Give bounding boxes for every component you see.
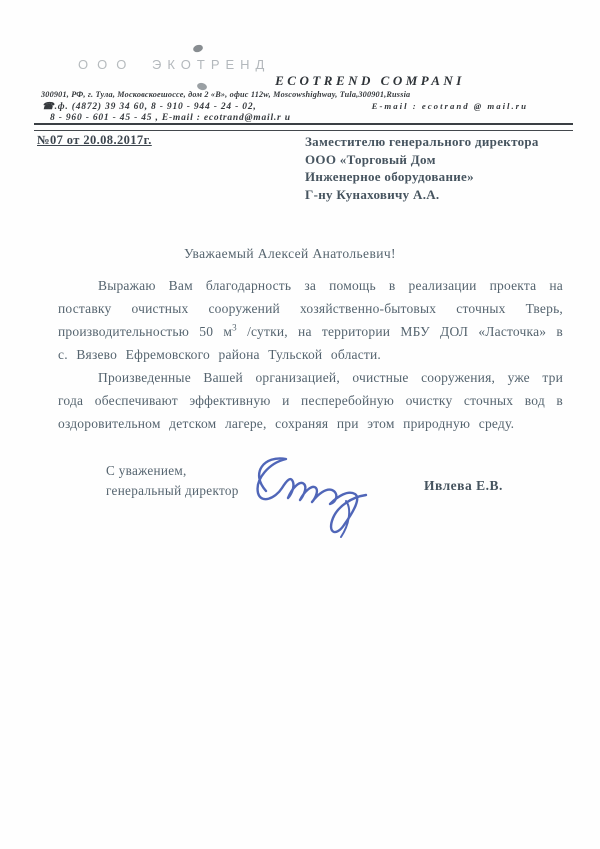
closing-regards: С уважением, bbox=[106, 463, 187, 478]
recipient-line: Заместителю генерального директора bbox=[305, 134, 539, 149]
logo-company-name: ЭКОТРЕНД bbox=[152, 57, 271, 72]
phone-email-line: 8 - 960 - 601 - 45 - 45 , E-mail : ecotrand@mail.r u bbox=[50, 113, 291, 123]
company-address: 300901, РФ, г. Тула, Московскоешоссе, дом 2 «В», офис 112w, Moscowshighway, Tula,300901,Russia bbox=[41, 90, 411, 99]
logo-leaf-icon bbox=[192, 44, 204, 54]
handwritten-signature bbox=[242, 447, 402, 547]
letterhead-divider bbox=[34, 123, 573, 131]
signer-name: Ивлева Е.В. bbox=[424, 478, 503, 493]
recipient-block bbox=[305, 133, 580, 203]
paragraph-1-text: /сутки, на территории МБУ ДОЛ «Ласточка» в с. Вязево Ефремовского района Тульской области. bbox=[58, 324, 564, 362]
paragraph-1 bbox=[58, 274, 563, 366]
reference-number-date: №07 от 20.08.2017г. bbox=[37, 133, 152, 147]
closing-title: генеральный директор bbox=[106, 482, 239, 498]
salutation: Уважаемый Алексей Анатольевич! bbox=[184, 246, 396, 261]
company-name-latin: ECOTREND COMPANI bbox=[275, 73, 465, 88]
letter-body bbox=[58, 274, 563, 435]
closing-block bbox=[106, 461, 239, 500]
logo-ooo-text: ООО bbox=[78, 57, 136, 72]
recipient-line: Инженерное оборудование» bbox=[305, 169, 474, 184]
signature-ink-icon bbox=[242, 447, 402, 547]
phone-fax-line: ☎.ф. (4872) 39 34 60, 8 - 910 - 944 - 24 - 02, bbox=[42, 102, 257, 112]
email-address: E-mail : ecotrand @ mail.ru bbox=[371, 101, 528, 111]
recipient-line: ООО «Торговый Дом bbox=[305, 151, 436, 167]
cubic-meter-superscript: 3 bbox=[232, 322, 237, 333]
paragraph-2: Произведенные Вашей организацией, очистные сооружения, уже три года обеспечивают эффективную и песперебойную очистку сточных вод в оздоровительном детском лагере, сохраняя при этом природную среду. bbox=[58, 370, 563, 431]
recipient-line: Г-ну Кунаховичу А.А. bbox=[305, 186, 440, 202]
paragraph-1-text: Выражаю Вам благодарность за помощь в реализации проекта на поставку очистных сооружений хозяйственно-бытовых сточных Тверь, производительностью 50 м bbox=[58, 278, 563, 339]
